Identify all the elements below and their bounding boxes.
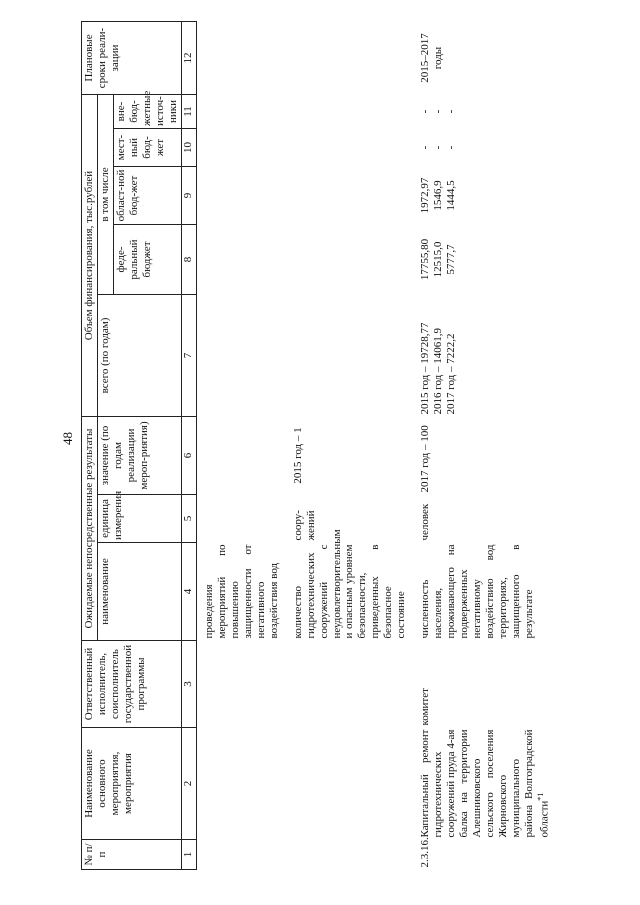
header-finance-including: в том числе — [97, 95, 113, 295]
header-results-value: значение (по годам реализации мероп-риятия) — [97, 417, 181, 495]
result-name-structures: количество гидротехнических сооружений с неудовлетворительным и опасным уровнем безопасности, приведенных в безопасное состояние — [291, 529, 408, 639]
item-terms: 2015–2017 годы — [419, 33, 445, 83]
result-value-population: 2017 год – 100 — [419, 425, 432, 493]
column-number: 6 — [181, 417, 196, 495]
item-number: 2.3.16. — [419, 837, 432, 868]
result-unit-population: человек — [419, 503, 432, 541]
header-measure-name: Наименование основного мероприятия, мероприятия — [82, 728, 182, 840]
finance-federal-2015: 17755,80 — [419, 238, 432, 281]
item-executor: комитет — [419, 688, 432, 726]
result-name-continuation: проведения мероприятий по повышению защищенности от негативного воздействия вод — [202, 544, 280, 639]
header-finance-federal: феде-ральный бюджет — [113, 225, 181, 295]
finance-extra-2016: - — [432, 109, 445, 114]
finance-federal-2016: 12515,0 — [432, 241, 445, 278]
finance-regional-2016: 1546,9 — [432, 180, 445, 211]
column-number: 4 — [181, 543, 196, 641]
column-number: 3 — [181, 641, 196, 728]
header-results-name: наименование — [97, 543, 181, 641]
finance-total — [409, 295, 552, 417]
finance-federal — [409, 225, 552, 295]
result-value-structures: 2015 год – 1 — [291, 427, 304, 484]
finance-federal-2017: 5777,7 — [445, 244, 458, 275]
result-unit-structures: соору-жений — [291, 510, 317, 541]
header-finance-extra: вне-бюд-жетные источ-ники — [113, 95, 181, 129]
finance-regional — [409, 167, 552, 225]
column-number: 2 — [181, 728, 196, 840]
finance-total-2017: 2017 год – 7222,2 — [445, 333, 458, 415]
table-row-continuation — [196, 22, 281, 870]
finance-local-2017: - — [445, 145, 458, 150]
header-finance-total: всего (по годам) — [97, 295, 181, 417]
finance-local-2016: - — [432, 145, 445, 150]
finance-total-2015: 2015 год – 19728,77 — [419, 322, 432, 415]
column-number: 8 — [181, 225, 196, 295]
column-number: 9 — [181, 167, 196, 225]
header-row-1 — [82, 22, 98, 870]
header-number: № п/п — [82, 840, 182, 870]
item-title-text: Капитальный ремонт гидротехнических сооружений пруда 4-ая балка на территории Алешниковского сельского поселения Жирновского муниципального района Волгоградской области — [419, 729, 551, 838]
rotated-page-content — [81, 22, 621, 870]
finance-regional-2015: 1972,97 — [419, 177, 432, 214]
column-number: 1 — [181, 840, 196, 870]
finance-extra — [409, 95, 552, 129]
table-row-2-3-16 — [409, 22, 552, 870]
table-row-structures — [282, 22, 410, 870]
header-finance-group: Объем финансирования, тыс.рублей — [82, 95, 98, 417]
page-number: 48 — [60, 432, 75, 445]
item-title — [409, 728, 552, 840]
finance-local — [409, 129, 552, 167]
column-number: 7 — [181, 295, 196, 417]
item-footnote: *1 — [536, 792, 546, 801]
column-number: 11 — [181, 95, 196, 129]
finance-extra-2017: - — [445, 109, 458, 114]
header-finance-local: мест-ный бюд-жет — [113, 129, 181, 167]
header-results-unit: единица измерения — [97, 495, 181, 543]
finance-regional-2017: 1444,5 — [445, 180, 458, 211]
header-results-group: Ожидаемые непосредственные результаты — [82, 417, 98, 641]
column-number: 5 — [181, 495, 196, 543]
finance-local-2015: - — [419, 145, 432, 150]
column-number: 12 — [181, 22, 196, 95]
header-executor: Ответственный исполнитель, соисполнитель государственной программы — [82, 641, 182, 728]
header-terms: Плановые сроки реали-зации — [82, 22, 182, 95]
result-name-population: численность населения, проживающего на подверженных негативному воздействию вод территориях, защищенного в результате — [419, 544, 536, 639]
program-table — [81, 21, 553, 870]
header-finance-regional: област-ной бюд-жет — [113, 167, 181, 225]
finance-total-2016: 2016 год – 14061,9 — [432, 327, 445, 415]
finance-extra-2015: - — [419, 109, 432, 114]
column-number-row — [181, 22, 196, 870]
column-number: 10 — [181, 129, 196, 167]
